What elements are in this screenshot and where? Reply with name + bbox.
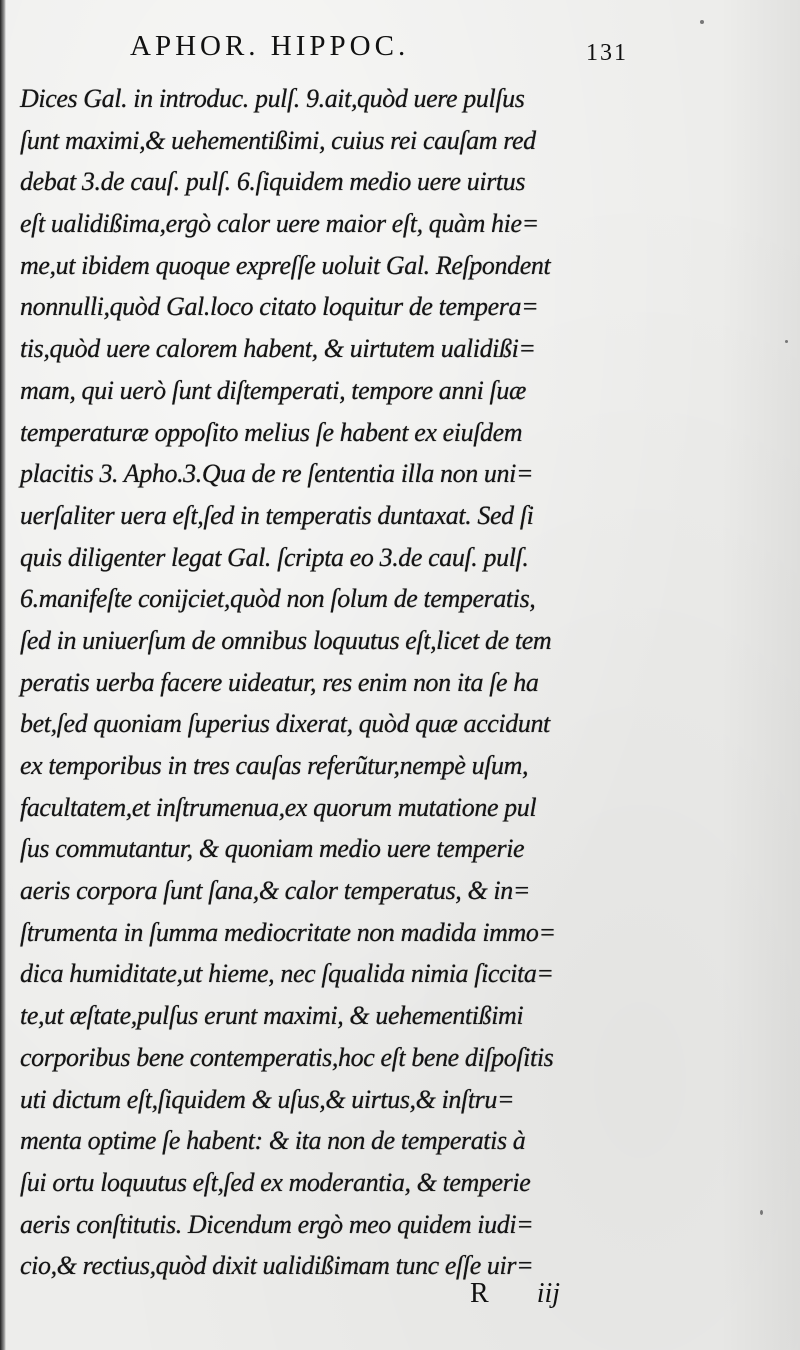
text-line: mam, qui uerò ſunt diſtemperati, tempore anni ſuæ [20, 375, 526, 405]
page-edge-shading [720, 0, 800, 1350]
text-line: ſui ortu loquutus eſt,ſed ex moderantia, & temperie [20, 1167, 531, 1197]
text-line: bet,ſed quoniam ſuperius dixerat, quòd quæ accidunt [20, 709, 550, 739]
signature-letter: R [470, 1278, 489, 1309]
text-line: facultatem,et inſtrumenua,ex quorum mutatione pul [20, 792, 537, 822]
page-number: 131 [586, 40, 628, 66]
text-line: uti dictum eſt,ſiquidem & uſus,& uirtus,& inſtru= [20, 1084, 515, 1114]
text-line: tis,quòd uere calorem habent, & uirtutem ualidißi= [20, 334, 536, 364]
text-line: cio,& rectius,quòd dixit ualidißimam tunc eſſe uir= [20, 1251, 534, 1281]
text-line: te,ut æſtate,pulſus erunt maximi, & uehementißimi [20, 1001, 524, 1031]
text-line: Dices Gal. in introduc. pulſ. 9.ait,quòd uere pulſus [20, 84, 525, 113]
text-line: ſus commutantur, & quoniam medio uere temperie [20, 834, 525, 864]
text-line: peratis uerba facere uideatur, res enim non ita ſe ha [20, 667, 539, 697]
text-line: uerſaliter uera eſt,ſed in temperatis duntaxat. Sed ſi [20, 500, 534, 530]
text-line: corporibus bene contemperatis,hoc eſt bene diſpoſitis [20, 1042, 554, 1072]
gutter-shadow [0, 0, 6, 1350]
text-line: temperaturæ oppoſito melius ſe habent ex eiuſdem [20, 417, 523, 447]
paper-speck [700, 20, 704, 24]
text-line: ſtrumenta in ſumma mediocritate non madida immo= [20, 917, 556, 947]
text-line: ex temporibus in tres cauſas referũtur,nempè uſum, [20, 751, 529, 780]
text-line: aeris corpora ſunt ſana,& calor temperatus, & in= [20, 876, 530, 906]
text-line: quis diligenter legat Gal. ſcripta eo 3.de cauſ. pulſ. [20, 542, 529, 572]
text-line: aeris conſtitutis. Dicendum ergò meo quidem iudi= [20, 1209, 534, 1239]
text-line: me,ut ibidem quoque expreſſe uoluit Gal. Reſpondent [20, 250, 551, 280]
signature-number: iij [536, 1278, 561, 1309]
paper-speck [785, 340, 788, 343]
running-head: APHOR. HIPPOC. [130, 30, 410, 62]
text-line: 6.manifeſte conijciet,quòd non ſolum de temperatis, [20, 584, 536, 614]
signature-mark [470, 1278, 560, 1310]
text-line: ſunt maximi,& uehementißimi, cuius rei cauſam red [20, 125, 536, 155]
paper-speck [760, 1210, 763, 1215]
text-line: menta optime ſe habent: & ita non de temperatis à [20, 1126, 526, 1156]
text-line: debat 3.de cauſ. pulſ. 6.ſiquidem medio uere uirtus [20, 167, 526, 197]
body-text [20, 78, 660, 1287]
text-line: ſed in uniuerſum de omnibus loquutus eſt,licet de tem [20, 625, 552, 655]
text-line: eſt ualidißima,ergò calor uere maior eſt, quàm hie= [20, 209, 539, 239]
text-line: dica humiditate,ut hieme, nec ſqualida nimia ſiccita= [20, 959, 554, 989]
text-line: nonnulli,quòd Gal.loco citato loquitur de tempera= [20, 292, 539, 322]
text-line: placitis 3. Apho.3.Qua de re ſententia illa non uni= [20, 459, 534, 489]
